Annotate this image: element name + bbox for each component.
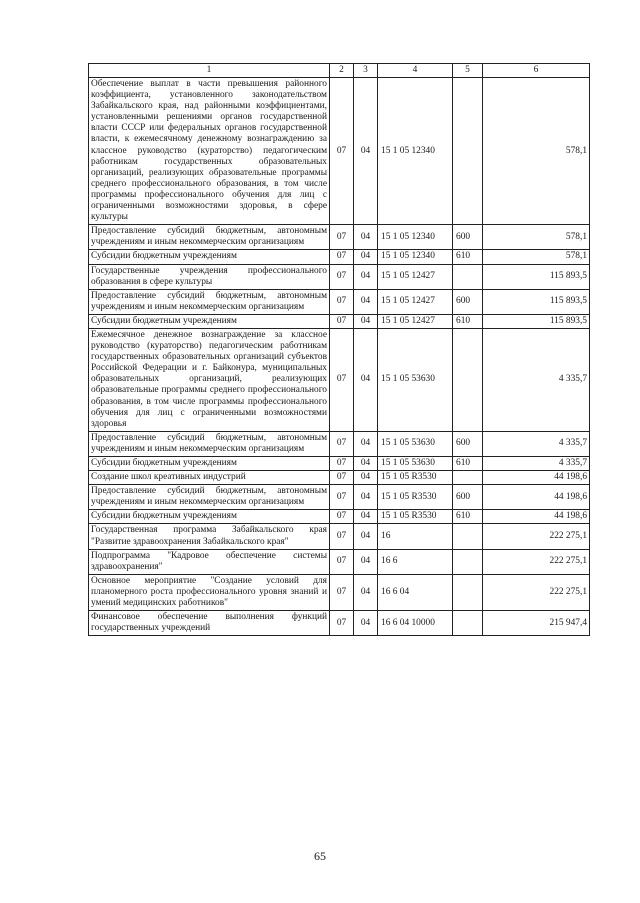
header-col-5: 5 (453, 64, 483, 78)
target-item-code: 16 6 04 (378, 574, 453, 610)
amount: 222 275,1 (483, 574, 590, 610)
amount: 222 275,1 (483, 549, 590, 574)
expense-name: Финансовое обеспечение выполнения функций государственных учреждений (89, 611, 330, 636)
amount: 578,1 (483, 250, 590, 264)
subsection-code: 04 (354, 510, 378, 524)
section-code: 07 (330, 328, 354, 431)
subsection-code: 04 (354, 250, 378, 264)
table-row (89, 510, 590, 524)
target-item-code: 15 1 05 R3530 (378, 485, 453, 510)
expense-name: Подпрограмма "Кадровое обеспечение системы здравоохранения" (89, 549, 330, 574)
table-row (89, 574, 590, 610)
target-item-code: 16 (378, 524, 453, 549)
table-row (89, 328, 590, 431)
section-code: 07 (330, 431, 354, 456)
table-row (89, 78, 590, 225)
subsection-code: 04 (354, 524, 378, 549)
table-row (89, 485, 590, 510)
expense-type-code (453, 574, 483, 610)
section-code: 07 (330, 574, 354, 610)
header-col-3: 3 (354, 64, 378, 78)
target-item-code: 15 1 05 12427 (378, 264, 453, 289)
expense-name: Обеспечение выплат в части превышения районного коэффициента, установленного законодательством Забайкальского края, над районными коэффициентами, установленными решениями органов государственной власти СССР или федеральных органов государственной власти, к ежемесячному денежному вознаграждению за классное руководство (кураторство) педагогическим работникам государственных образовательных организаций, реализующих образовательные программы среднего профессионального образования, в том числе программы профессионального обучения для лиц с ограниченными возможностями здоровья, в сфере культуры (89, 78, 330, 225)
table-row (89, 611, 590, 636)
subsection-code: 04 (354, 314, 378, 328)
subsection-code: 04 (354, 471, 378, 485)
expense-name: Создание школ креативных индустрий (89, 471, 330, 485)
table-row (89, 471, 590, 485)
header-col-2: 2 (330, 64, 354, 78)
target-item-code: 15 1 05 53630 (378, 328, 453, 431)
amount: 4 335,7 (483, 328, 590, 431)
table-row (89, 264, 590, 289)
subsection-code: 04 (354, 611, 378, 636)
expense-type-code: 610 (453, 250, 483, 264)
target-item-code: 15 1 05 53630 (378, 431, 453, 456)
target-item-code: 15 1 05 12340 (378, 78, 453, 225)
expense-type-code (453, 471, 483, 485)
section-code: 07 (330, 510, 354, 524)
header-col-4: 4 (378, 64, 453, 78)
expense-type-code (453, 78, 483, 225)
section-code: 07 (330, 225, 354, 250)
subsection-code: 04 (354, 328, 378, 431)
amount: 44 198,6 (483, 471, 590, 485)
table-row (89, 314, 590, 328)
table-row (89, 457, 590, 471)
target-item-code: 15 1 05 R3530 (378, 471, 453, 485)
expense-type-code: 600 (453, 431, 483, 456)
section-code: 07 (330, 485, 354, 510)
expense-name: Субсидии бюджетным учреждениям (89, 250, 330, 264)
budget-table (88, 63, 590, 636)
expense-type-code: 610 (453, 510, 483, 524)
expense-name: Субсидии бюджетным учреждениям (89, 510, 330, 524)
table-row (89, 289, 590, 314)
amount: 578,1 (483, 78, 590, 225)
subsection-code: 04 (354, 485, 378, 510)
amount: 44 198,6 (483, 510, 590, 524)
table-row (89, 225, 590, 250)
expense-name: Предоставление субсидий бюджетным, автономным учреждениям и иным некоммерческим организациям (89, 485, 330, 510)
table-row (89, 549, 590, 574)
target-item-code: 15 1 05 12427 (378, 314, 453, 328)
subsection-code: 04 (354, 289, 378, 314)
expense-type-code (453, 549, 483, 574)
expense-name: Основное мероприятие "Создание условий для планомерного роста профессионального уровня знаний и умений медицинских работников" (89, 574, 330, 610)
expense-name: Предоставление субсидий бюджетным, автономным учреждениям и иным некоммерческим организациям (89, 225, 330, 250)
expense-type-code: 600 (453, 485, 483, 510)
target-item-code: 15 1 05 12340 (378, 250, 453, 264)
target-item-code: 15 1 05 12340 (378, 225, 453, 250)
table-row (89, 250, 590, 264)
section-code: 07 (330, 471, 354, 485)
header-col-1: 1 (89, 64, 330, 78)
header-col-6: 6 (483, 64, 590, 78)
expense-name: Государственная программа Забайкальского края "Развитие здравоохранения Забайкальского края" (89, 524, 330, 549)
subsection-code: 04 (354, 431, 378, 456)
section-code: 07 (330, 611, 354, 636)
section-code: 07 (330, 549, 354, 574)
expense-name: Ежемесячное денежное вознаграждение за классное руководство (кураторство) педагогическим работникам государственных образовательных организаций субъектов Российской Федерации и г. Байконура, муниципальных образовательных организаций, реализующих образовательные программы среднего профессионального образования, в том числе программы профессионального обучения для лиц с ограниченными возможностями здоровья (89, 328, 330, 431)
amount: 4 335,7 (483, 431, 590, 456)
section-code: 07 (330, 457, 354, 471)
expense-type-code (453, 611, 483, 636)
section-code: 07 (330, 524, 354, 549)
target-item-code: 16 6 (378, 549, 453, 574)
expense-type-code: 610 (453, 457, 483, 471)
section-code: 07 (330, 250, 354, 264)
expense-name: Предоставление субсидий бюджетным, автономным учреждениям и иным некоммерческим организациям (89, 431, 330, 456)
amount: 115 893,5 (483, 289, 590, 314)
subsection-code: 04 (354, 457, 378, 471)
section-code: 07 (330, 314, 354, 328)
expense-type-code: 610 (453, 314, 483, 328)
expense-type-code: 600 (453, 289, 483, 314)
expense-type-code (453, 524, 483, 549)
section-code: 07 (330, 264, 354, 289)
amount: 44 198,6 (483, 485, 590, 510)
target-item-code: 15 1 05 12427 (378, 289, 453, 314)
subsection-code: 04 (354, 574, 378, 610)
table-row (89, 524, 590, 549)
header-row (89, 64, 590, 78)
table-row (89, 431, 590, 456)
subsection-code: 04 (354, 225, 378, 250)
amount: 4 335,7 (483, 457, 590, 471)
expense-name: Субсидии бюджетным учреждениям (89, 457, 330, 471)
expense-name: Предоставление субсидий бюджетным, автономным учреждениям и иным некоммерческим организациям (89, 289, 330, 314)
amount: 222 275,1 (483, 524, 590, 549)
target-item-code: 16 6 04 10000 (378, 611, 453, 636)
amount: 115 893,5 (483, 314, 590, 328)
amount: 578,1 (483, 225, 590, 250)
table-body (89, 78, 590, 636)
target-item-code: 15 1 05 53630 (378, 457, 453, 471)
section-code: 07 (330, 289, 354, 314)
amount: 215 947,4 (483, 611, 590, 636)
target-item-code: 15 1 05 R3530 (378, 510, 453, 524)
subsection-code: 04 (354, 264, 378, 289)
page-number: 65 (314, 849, 326, 863)
expense-name: Субсидии бюджетным учреждениям (89, 314, 330, 328)
expense-type-code (453, 328, 483, 431)
expense-name: Государственные учреждения профессионального образования в сфере культуры (89, 264, 330, 289)
section-code: 07 (330, 78, 354, 225)
subsection-code: 04 (354, 549, 378, 574)
expense-type-code (453, 264, 483, 289)
table-header (89, 64, 590, 78)
amount: 115 893,5 (483, 264, 590, 289)
expense-type-code: 600 (453, 225, 483, 250)
subsection-code: 04 (354, 78, 378, 225)
